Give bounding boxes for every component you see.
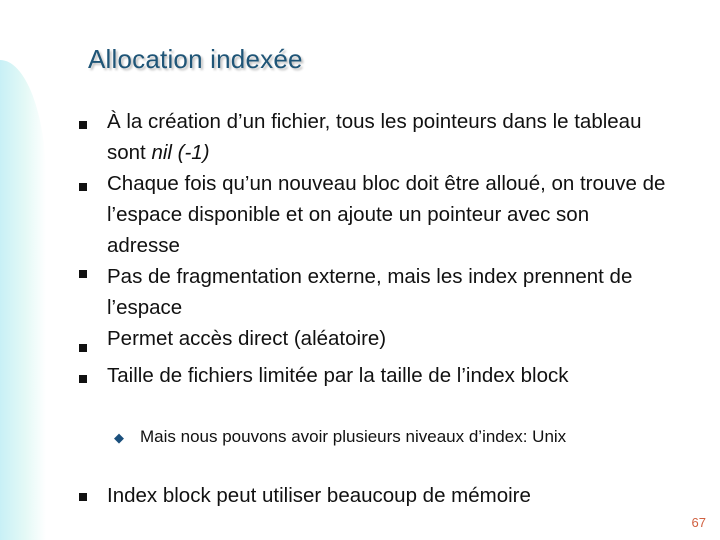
bullet-item-5 (107, 360, 667, 391)
bullet-item-1-text: À la création d’un fichier, tous les pointeurs dans le tableau sont (107, 110, 642, 164)
bullet-item-1-emphasis: nil (-1) (151, 141, 210, 164)
bullet-item-4-text: Permet accès direct (aléatoire) (107, 327, 387, 350)
bullet-item-2 (107, 168, 667, 261)
slide-title: Allocation indexée (88, 44, 303, 74)
bullet-item-5-text: Taille de fichiers limitée par la taille de l’index block (107, 364, 569, 387)
bullet-item-6: Index block peut utiliser beaucoup de mémoire (107, 484, 531, 507)
square-bullet-icon (79, 270, 87, 278)
bullet-item-2-text: Chaque fois qu’un nouveau bloc doit être alloué, on trouve de l’espace disponible et on ajoute un pointeur avec son adresse (107, 172, 666, 257)
square-bullet-icon (79, 375, 87, 383)
square-bullet-icon (79, 493, 87, 501)
square-bullet-icon (79, 121, 87, 129)
square-bullet-icon (79, 344, 87, 352)
bullet-item-3-text: Pas de fragmentation externe, mais les index prennent de l’espace (107, 265, 633, 319)
sub-bullet-item: Mais nous pouvons avoir plusieurs niveaux d’index: Unix (140, 427, 567, 446)
bullet-item-4 (107, 323, 667, 354)
bullet-item-3 (107, 261, 667, 323)
page-number: 67 (691, 515, 706, 530)
square-bullet-icon (79, 183, 87, 191)
diamond-bullet-icon: ◆ (114, 430, 124, 445)
bullet-item-1 (107, 106, 667, 168)
